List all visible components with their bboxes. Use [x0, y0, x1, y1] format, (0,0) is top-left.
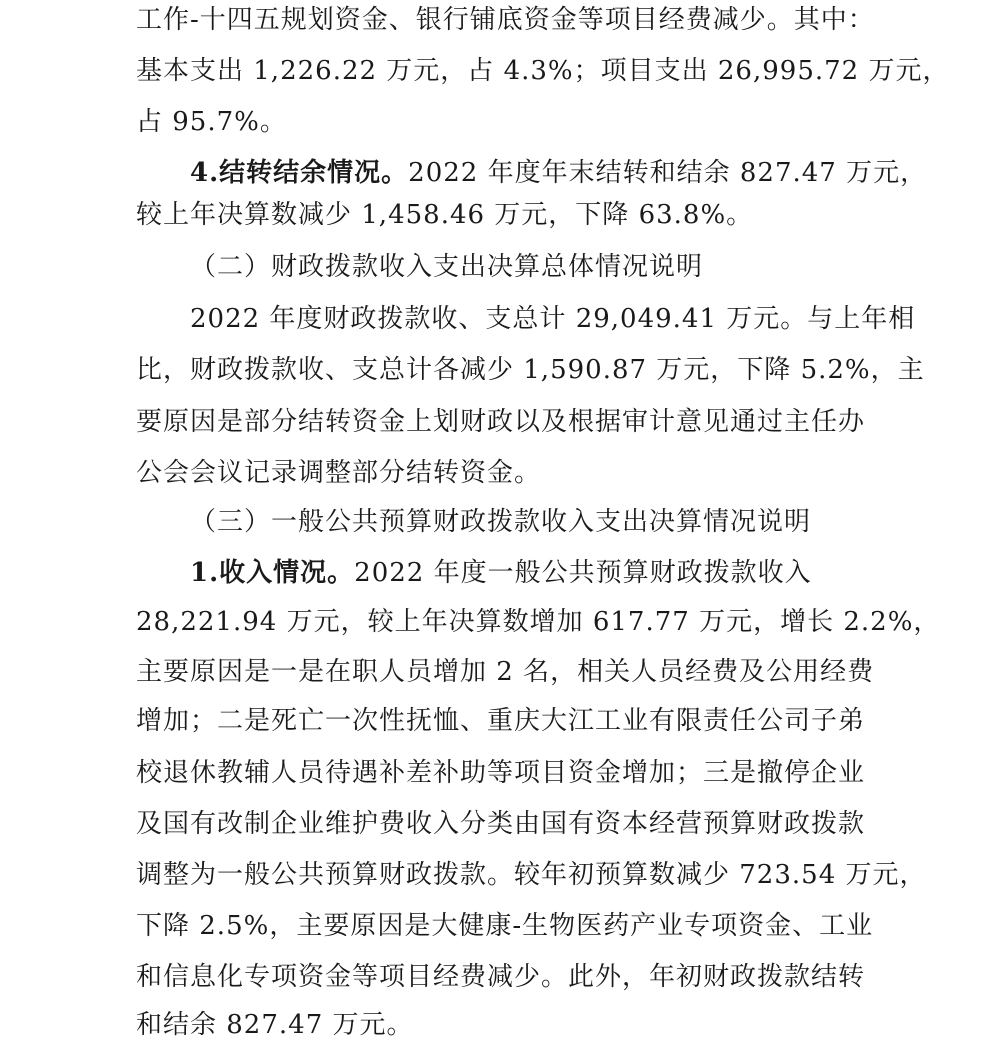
paragraph-line: 主要原因是一是在职人员增加 2 名，相关人员经费及公用经费: [136, 657, 875, 687]
paragraph-line: 占 95.7%。: [136, 107, 287, 137]
item-1-line: [190, 555, 812, 591]
paragraph-line: 2022 年度财政拨款收、支总计 29,049.41 万元。与上年相: [190, 304, 916, 334]
paragraph-line: 增加；二是死亡一次性抚恤、重庆大江工业有限责任公司子弟: [136, 706, 866, 736]
paragraph-line: 比，财政拨款收、支总计各减少 1,590.87 万元，下降 5.2%，主: [136, 355, 925, 385]
paragraph-line: 较上年决算数减少 1,458.46 万元，下降 63.8%。: [136, 200, 754, 230]
paragraph-line: 要原因是部分结转资金上划财政以及根据审计意见通过主任办: [136, 407, 866, 437]
paragraph-line: 工作-十四五规划资金、银行铺底资金等项目经费减少。其中：: [136, 5, 875, 35]
item-4-text: 2022 年度年末结转和结余 827.47 万元，: [408, 158, 928, 188]
item-1-text: 2022 年度一般公共预算财政拨款收入: [354, 558, 812, 588]
paragraph-line: 公会会议记录调整部分结转资金。: [136, 458, 542, 488]
paragraph-line: 基本支出 1,226.22 万元，占 4.3%；项目支出 26,995.72 万元，: [136, 56, 950, 86]
section-heading-2: （二）财政拨款收入支出决算总体情况说明: [190, 252, 704, 282]
paragraph-line: 调整为一般公共预算财政拨款。较年初预算数减少 723.54 万元，: [136, 860, 927, 890]
paragraph-line: 和信息化专项资金等项目经费减少。此外，年初财政拨款结转: [136, 962, 866, 992]
item-4-line: [190, 155, 927, 191]
paragraph-line: 及国有改制企业维护费收入分类由国有资本经营预算财政拨款: [136, 809, 866, 839]
paragraph-line: 校退休教辅人员待遇补差补助等项目资金增加；三是撤停企业: [136, 758, 866, 788]
section-heading-3: （三）一般公共预算财政拨款收入支出决算情况说明: [190, 507, 812, 537]
item-1-heading: 1.收入情况。: [190, 558, 355, 588]
paragraph-line: 和结余 827.47 万元。: [136, 1010, 414, 1040]
item-4-heading: 4.结转结余情况。: [190, 158, 409, 188]
paragraph-line: 28,221.94 万元，较上年决算数增加 617.77 万元，增长 2.2%，: [136, 607, 941, 637]
paragraph-line: 下降 2.5%，主要原因是大健康-生物医药产业专项资金、工业: [136, 911, 874, 941]
